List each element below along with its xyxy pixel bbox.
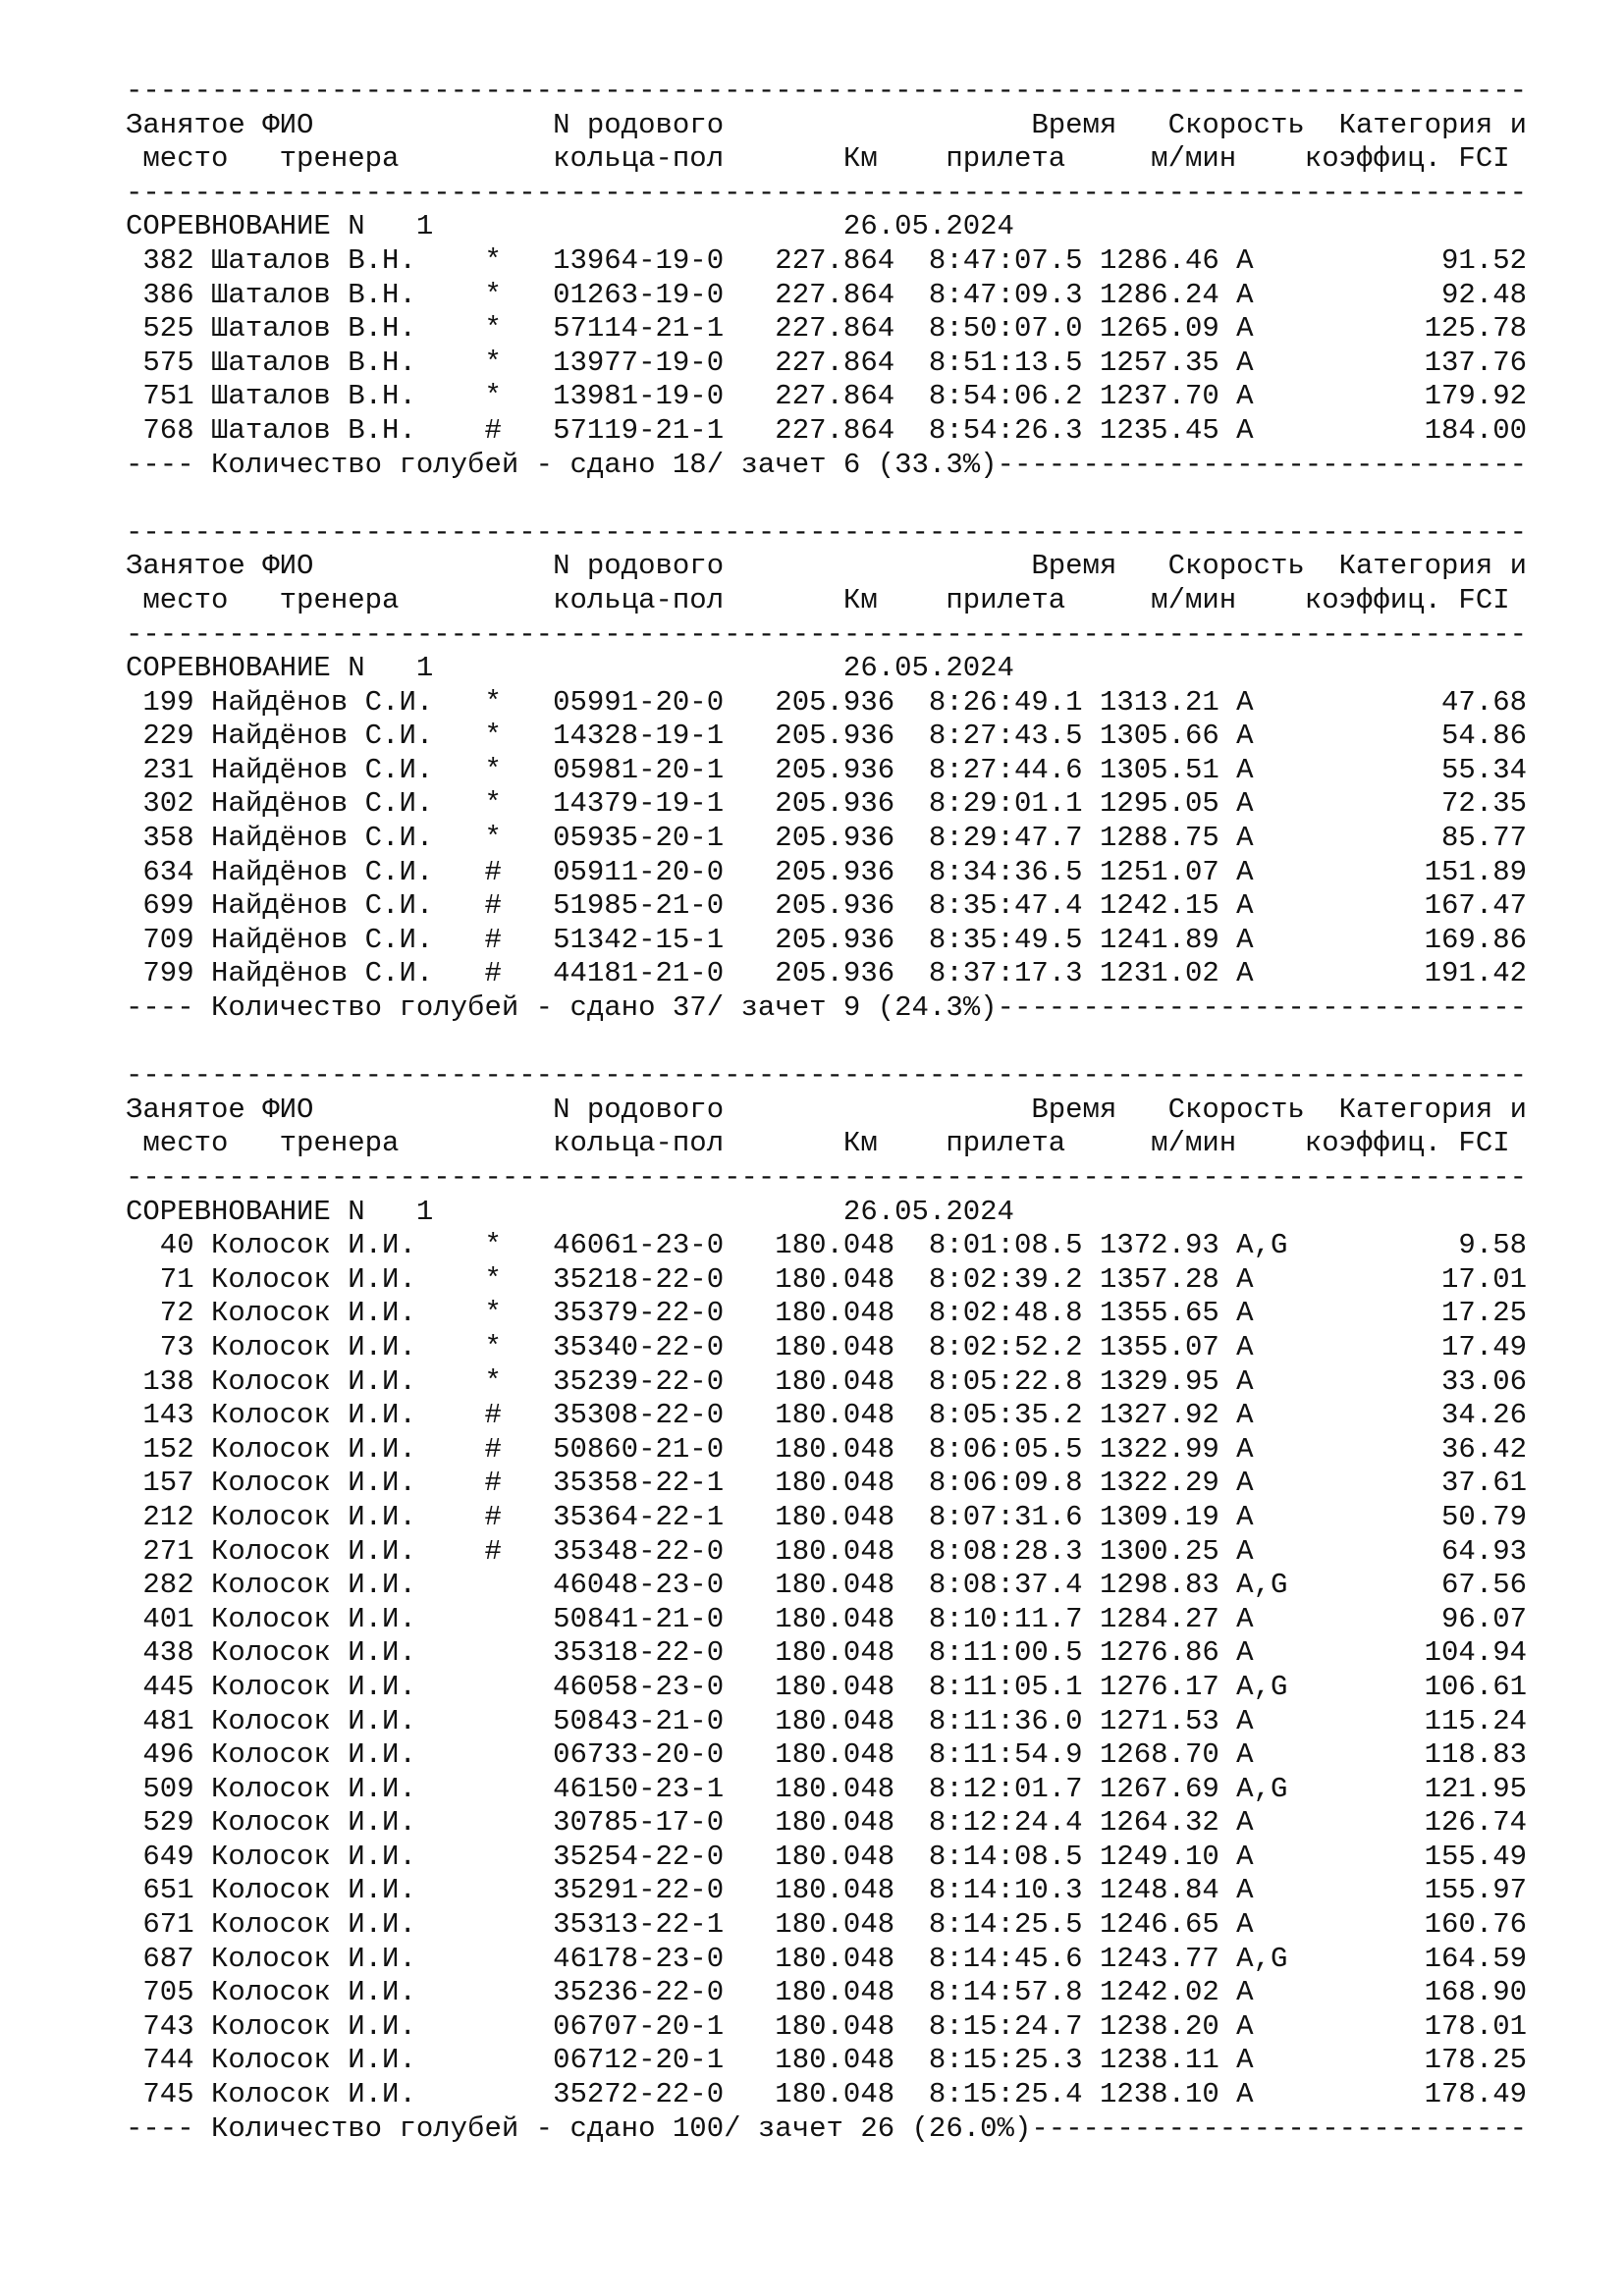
competition-title: СОРЕВНОВАНИЕ N 1 26.05.2024 [126,1195,1014,1228]
section-gap [126,482,1598,516]
result-row: 152 Колосок И.И. # 50860-21-0 180.048 8:06:05.5 1322.99 A 36.42 [126,1432,1528,1466]
result-row: 709 Найдёнов С.И. # 51342-15-1 205.936 8:35:49.5 1241.89 A 169.86 [126,923,1528,956]
competition-title: СОРЕВНОВАНИЕ N 1 26.05.2024 [126,210,1014,243]
rule-top: ---------------------------------------------------------------------------------- [126,515,1528,549]
result-row: 744 Колосок И.И. 06712-20-1 180.048 8:15:25.3 1238.11 A 178.25 [126,2044,1528,2077]
result-row: 229 Найдёнов С.И. * 14328-19-1 205.936 8:27:43.5 1305.66 A 54.86 [126,720,1528,753]
results-report [126,75,1598,2146]
section-summary: ---- Количество голубей - сдано 37/ зачет 9 (24.3%)------------------------------- [126,991,1528,1025]
rule-header: ---------------------------------------------------------------------------------- [126,617,1528,651]
column-header-line-2: место тренера кольца-пол Км прилета м/мин коэффиц. FCI [126,1127,1510,1160]
result-row: 671 Колосок И.И. 35313-22-1 180.048 8:14:25.5 1246.65 A 160.76 [126,1908,1528,1942]
result-row: 743 Колосок И.И. 06707-20-1 180.048 8:15:24.7 1238.20 A 178.01 [126,2009,1528,2043]
rule-header: ---------------------------------------------------------------------------------- [126,1161,1528,1194]
result-row: 199 Найдёнов С.И. * 05991-20-0 205.936 8:26:49.1 1313.21 A 47.68 [126,685,1528,719]
result-row: 231 Найдёнов С.И. * 05981-20-1 205.936 8:27:44.6 1305.51 A 55.34 [126,753,1528,786]
result-row: 529 Колосок И.И. 30785-17-0 180.048 8:12:24.4 1264.32 A 126.74 [126,1806,1528,1840]
result-row: 496 Колосок И.И. 06733-20-0 180.048 8:11:54.9 1268.70 A 118.83 [126,1738,1528,1772]
result-row: 751 Шаталов В.Н. * 13981-19-0 227.864 8:54:06.2 1237.70 A 179.92 [126,380,1528,413]
section-summary: ---- Количество голубей - сдано 18/ зачет 6 (33.3%)------------------------------- [126,448,1528,481]
result-row: 382 Шаталов В.Н. * 13964-19-0 227.864 8:47:07.5 1286.46 A 91.52 [126,243,1528,277]
result-row: 386 Шаталов В.Н. * 01263-19-0 227.864 8:47:09.3 1286.24 A 92.48 [126,278,1528,311]
result-row: 438 Колосок И.И. 35318-22-0 180.048 8:11:00.5 1276.86 A 104.94 [126,1636,1528,1670]
result-row: 445 Колосок И.И. 46058-23-0 180.048 8:11:05.1 1276.17 A,G 106.61 [126,1670,1528,1703]
result-row: 157 Колосок И.И. # 35358-22-1 180.048 8:06:09.8 1322.29 A 37.61 [126,1467,1528,1500]
column-header-line-2: место тренера кольца-пол Км прилета м/мин коэффиц. FCI [126,583,1510,616]
result-row: 634 Найдёнов С.И. # 05911-20-0 205.936 8:34:36.5 1251.07 A 151.89 [126,855,1528,888]
result-row: 699 Найдёнов С.И. # 51985-21-0 205.936 8:35:47.4 1242.15 A 167.47 [126,889,1528,923]
result-row: 40 Колосок И.И. * 46061-23-0 180.048 8:01:08.5 1372.93 A,G 9.58 [126,1229,1528,1262]
result-row: 705 Колосок И.И. 35236-22-0 180.048 8:14:57.8 1242.02 A 168.90 [126,1976,1528,2009]
result-row: 302 Найдёнов С.И. * 14379-19-1 205.936 8:29:01.1 1295.05 A 72.35 [126,787,1528,821]
result-row: 481 Колосок И.И. 50843-21-0 180.048 8:11:36.0 1271.53 A 115.24 [126,1704,1528,1737]
rule-top: ---------------------------------------------------------------------------------- [126,75,1528,107]
result-row: 799 Найдёнов С.И. # 44181-21-0 205.936 8:37:17.3 1231.02 A 191.42 [126,957,1528,990]
result-row: 525 Шаталов В.Н. * 57114-21-1 227.864 8:50:07.0 1265.09 A 125.78 [126,312,1528,346]
competition-title: СОРЕВНОВАНИЕ N 1 26.05.2024 [126,652,1014,685]
result-row: 509 Колосок И.И. 46150-23-1 180.048 8:12:01.7 1267.69 A,G 121.95 [126,1772,1528,1805]
result-row: 651 Колосок И.И. 35291-22-0 180.048 8:14:10.3 1248.84 A 155.97 [126,1874,1528,1907]
result-row: 745 Колосок И.И. 35272-22-0 180.048 8:15:25.4 1238.10 A 178.49 [126,2078,1528,2111]
section-gap [126,1026,1598,1060]
column-header-line-1: Занятое ФИО N родового Время Скорость Категория и [126,108,1528,141]
column-header-line-1: Занятое ФИО N родового Время Скорость Категория и [126,1093,1528,1126]
result-row: 271 Колосок И.И. # 35348-22-0 180.048 8:08:28.3 1300.25 A 64.93 [126,1534,1528,1568]
result-row: 212 Колосок И.И. # 35364-22-1 180.048 8:07:31.6 1309.19 A 50.79 [126,1500,1528,1533]
result-row: 73 Колосок И.И. * 35340-22-0 180.048 8:02:52.2 1355.07 A 17.49 [126,1330,1528,1363]
column-header-line-1: Занятое ФИО N родового Время Скорость Категория и [126,550,1528,583]
result-row: 401 Колосок И.И. 50841-21-0 180.048 8:10:11.7 1284.27 A 96.07 [126,1602,1528,1635]
result-row: 143 Колосок И.И. # 35308-22-0 180.048 8:05:35.2 1327.92 A 34.26 [126,1399,1528,1432]
result-row: 282 Колосок И.И. 46048-23-0 180.048 8:08:37.4 1298.83 A,G 67.56 [126,1569,1528,1602]
result-row: 358 Найдёнов С.И. * 05935-20-1 205.936 8:29:47.7 1288.75 A 85.77 [126,822,1528,855]
result-row: 138 Колосок И.И. * 35239-22-0 180.048 8:05:22.8 1329.95 A 33.06 [126,1364,1528,1398]
section-summary: ---- Количество голубей - сдано 100/ зачет 26 (26.0%)----------------------------- [126,2111,1528,2145]
rule-top: ---------------------------------------------------------------------------------- [126,1059,1528,1093]
result-row: 768 Шаталов В.Н. # 57119-21-1 227.864 8:54:26.3 1235.45 A 184.00 [126,413,1528,447]
column-header-line-2: место тренера кольца-пол Км прилета м/мин коэффиц. FCI [126,142,1510,176]
rule-header: ---------------------------------------------------------------------------------- [126,176,1528,209]
result-row: 72 Колосок И.И. * 35379-22-0 180.048 8:02:48.8 1355.65 A 17.25 [126,1297,1528,1330]
result-row: 71 Колосок И.И. * 35218-22-0 180.048 8:02:39.2 1357.28 A 17.01 [126,1262,1528,1296]
result-row: 687 Колосок И.И. 46178-23-0 180.048 8:14:45.6 1243.77 A,G 164.59 [126,1942,1528,1975]
result-row: 575 Шаталов В.Н. * 13977-19-0 227.864 8:51:13.5 1257.35 A 137.76 [126,346,1528,379]
result-row: 649 Колосок И.И. 35254-22-0 180.048 8:14:08.5 1249.10 A 155.49 [126,1840,1528,1873]
